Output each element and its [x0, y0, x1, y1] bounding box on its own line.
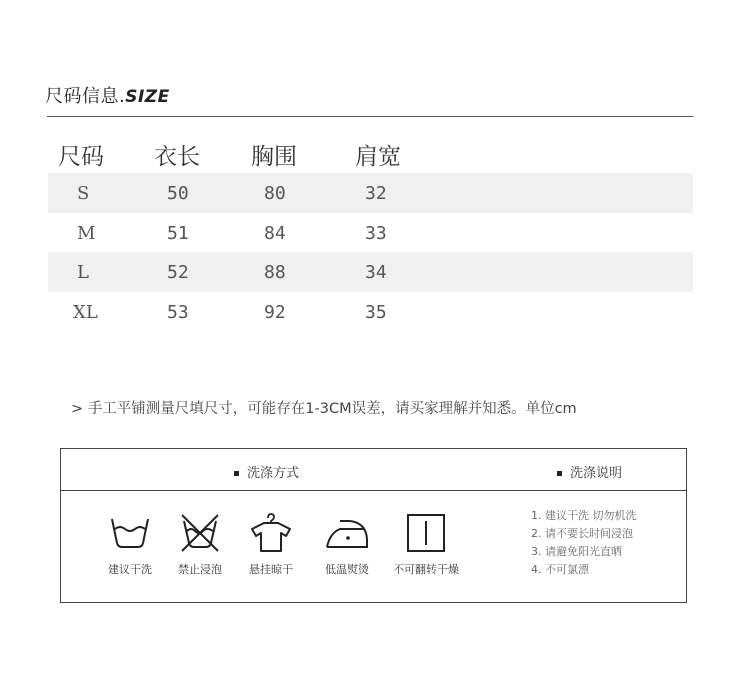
- no-tumble-dry-icon: [404, 511, 448, 555]
- table-row: [48, 292, 693, 332]
- washing-panel: [60, 448, 687, 603]
- bullet-icon: [234, 471, 239, 476]
- size-table-header: [48, 130, 693, 173]
- washing-notes-title: 洗涤说明: [557, 462, 622, 481]
- washing-notes-list: [531, 507, 637, 579]
- size-info-title: 尺码信息.SIZE: [45, 86, 170, 107]
- care-item-no-tumble-dry: [381, 511, 471, 577]
- cell-size: S: [77, 183, 90, 204]
- care-label: 低温熨烫: [325, 563, 369, 576]
- cell-chest: 80: [264, 183, 286, 204]
- no-soak-icon: [178, 511, 222, 555]
- cell-length: 50: [167, 183, 189, 204]
- cell-chest: 88: [264, 262, 286, 283]
- cell-size: XL: [73, 301, 98, 323]
- table-row: [48, 252, 693, 292]
- iron-low-icon: [324, 511, 370, 555]
- cell-shoulder: 33: [365, 222, 387, 244]
- cell-size: M: [77, 222, 96, 244]
- care-label: 悬挂晾干: [249, 563, 293, 576]
- cell-length: 51: [167, 222, 189, 244]
- cell-chest: 84: [264, 222, 286, 244]
- title-divider: [47, 116, 693, 117]
- cell-chest: 92: [264, 301, 286, 323]
- list-item: 4. 不可氯漂: [531, 563, 589, 576]
- cell-shoulder: 35: [365, 301, 387, 323]
- care-label: 不可翻转干燥: [393, 563, 459, 576]
- washing-method-title: 洗涤方式: [234, 462, 299, 481]
- hang-dry-icon: [249, 511, 293, 555]
- header-size: 尺码: [58, 144, 104, 170]
- table-row: [48, 213, 693, 253]
- list-item: 2. 请不要长时间浸泡: [531, 527, 633, 540]
- washing-panel-header: [61, 449, 686, 491]
- size-table: [48, 130, 693, 331]
- table-row: [48, 173, 693, 213]
- washtub-icon: [108, 511, 152, 555]
- cell-length: 53: [167, 301, 189, 323]
- cell-shoulder: 34: [365, 262, 387, 283]
- cell-size: L: [77, 262, 89, 283]
- care-label: 禁止浸泡: [178, 563, 222, 576]
- care-item-iron-low: [302, 511, 392, 577]
- list-item: 1. 建议干洗 切勿机洗: [531, 509, 637, 522]
- measurement-note: > 手工平铺测量尺填尺寸，可能存在1-3CM误差，请买家理解并知悉。单位cm: [71, 401, 577, 417]
- care-label: 建议干洗: [108, 563, 152, 576]
- cell-length: 52: [167, 262, 189, 283]
- size-title-en: SIZE: [125, 87, 170, 107]
- header-chest: 胸围: [251, 144, 297, 170]
- cell-shoulder: 32: [365, 183, 387, 204]
- header-length: 衣长: [154, 144, 200, 170]
- list-item: 3. 请避免阳光直晒: [531, 545, 622, 558]
- header-shoulder: 肩宽: [355, 144, 401, 170]
- bullet-icon: [557, 471, 562, 476]
